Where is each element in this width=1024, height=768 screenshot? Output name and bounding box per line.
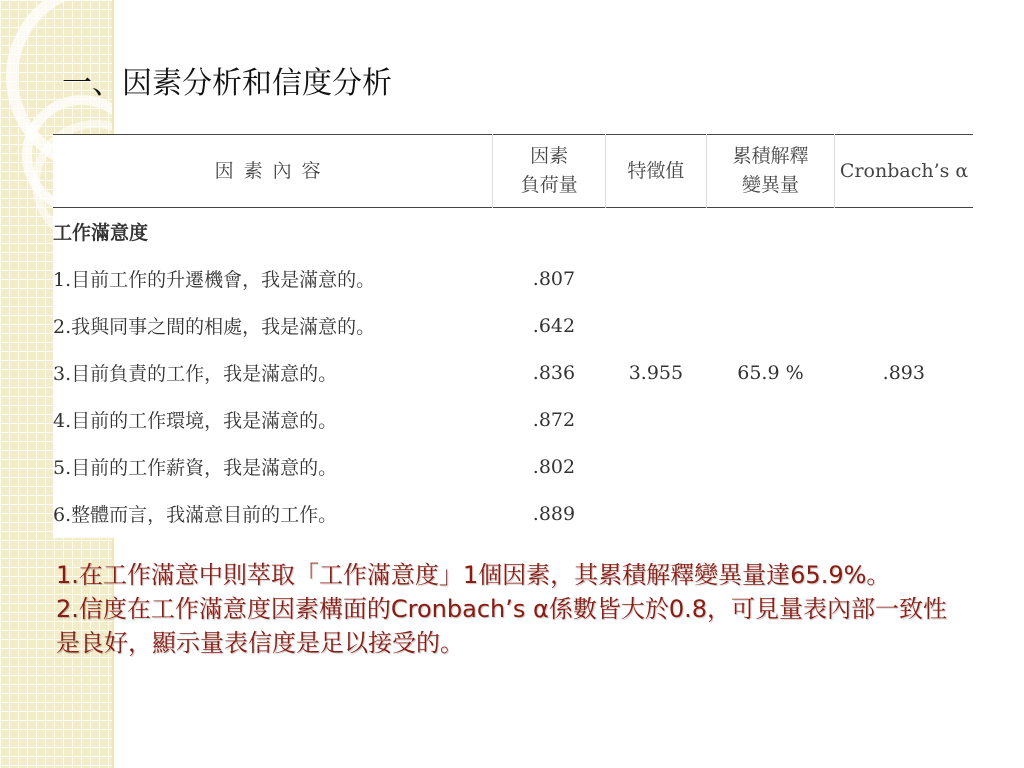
item-label: 6.整體而言，我滿意目前的工作。 [53,504,338,526]
table-row [53,396,973,443]
table-header-row [53,135,973,208]
header-loading-line1: 因素 [530,145,569,167]
item-loading: .872 [532,408,576,431]
item-loading: .889 [532,502,576,525]
alpha-value: .893 [882,361,925,384]
group-label: 工作滿意度 [53,222,149,244]
table-row [53,302,973,349]
group-row [53,208,973,256]
header-loading-line2: 負荷量 [520,174,578,196]
notes [56,558,956,660]
item-label: 4.目前的工作環境，我是滿意的。 [53,410,338,432]
item-loading: .836 [532,361,576,384]
table-row [53,490,973,537]
header-variance [706,135,834,208]
header-loading [493,135,606,208]
header-variance-line1: 累積解釋 [732,145,809,167]
header-content: 因素內容 [214,159,331,182]
note-2: 2.信度在工作滿意度因素構面的Cronbach’s α係數皆大於0.8，可見量表內部一致性是良好，顯示量表信度是足以接受的。 [56,595,947,657]
item-label: 5.目前的工作薪資，我是滿意的。 [53,457,338,479]
item-loading: .642 [532,314,576,337]
header-variance-line2: 變異量 [741,174,799,196]
item-loading: .802 [532,455,576,478]
table-row [53,349,973,396]
factor-analysis-table [53,134,973,537]
note-1: 1.在工作滿意中則萃取「工作滿意度」1個因素，其累積解釋變異量達65.9%。 [56,561,891,589]
eigenvalue-value: 3.955 [628,361,684,384]
factor-table-container [53,134,973,538]
table-row [53,443,973,490]
header-alpha: Cronbach’s α [835,135,973,208]
item-label: 2.我與同事之間的相處，我是滿意的。 [53,316,376,338]
page-title: 一、因素分析和信度分析 [62,66,392,101]
item-label: 3.目前負責的工作，我是滿意的。 [53,363,338,385]
header-eigenvalue: 特徵值 [606,135,707,208]
item-loading: .807 [532,267,576,290]
variance-value: 65.9 % [737,361,804,384]
item-label: 1.目前工作的升遷機會，我是滿意的。 [53,269,376,291]
table-row [53,255,973,302]
